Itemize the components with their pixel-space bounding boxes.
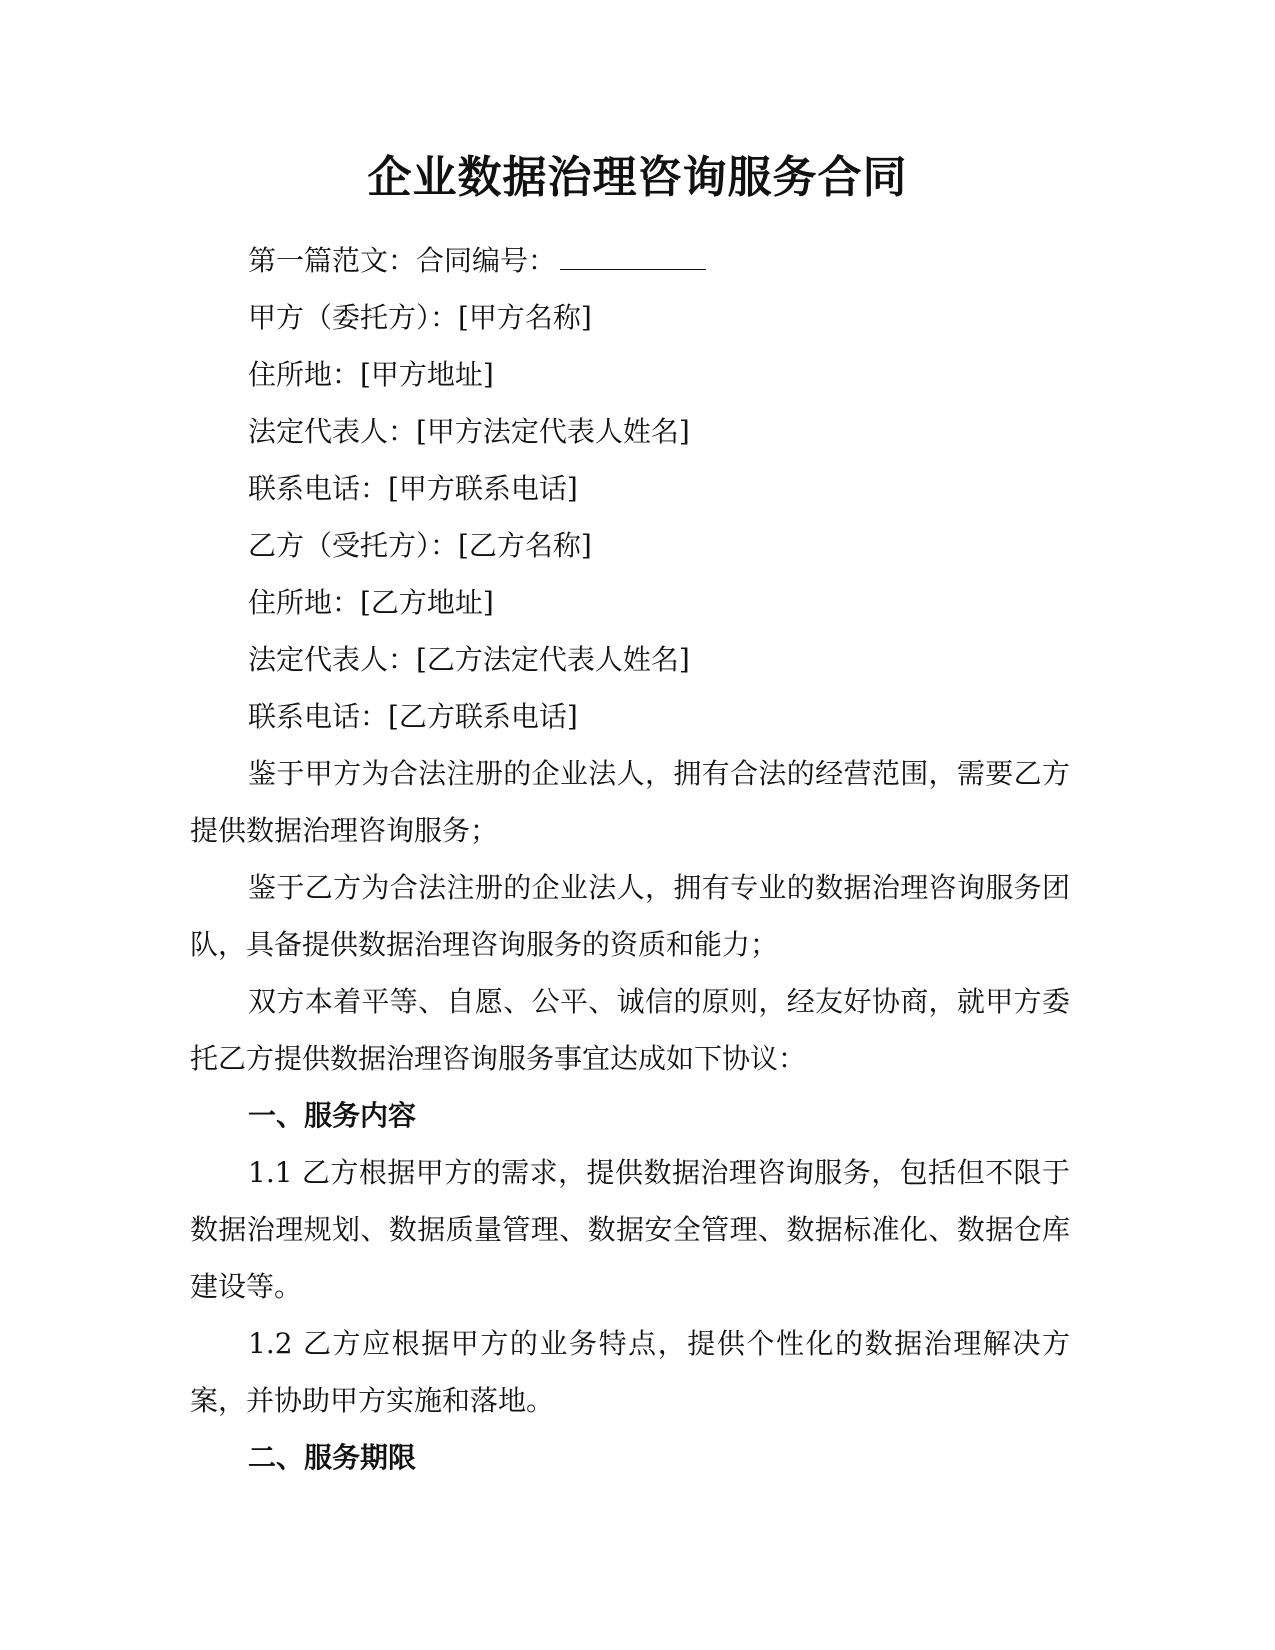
party-a-name: 甲方（委托方）：[甲方名称] — [248, 301, 592, 334]
party-a-representative: 法定代表人：[甲方法定代表人姓名] — [248, 415, 690, 448]
section-1-heading: 一、服务内容 — [248, 1099, 417, 1132]
clause-1-1: 1.1 乙方根据甲方的需求，提供数据治理咨询服务，包括但不限于数据治理规划、数据质量管理、数据安全管理、数据标准化、数据仓库建设等。 — [190, 1156, 1070, 1303]
party-b-name: 乙方（受托方）：[乙方名称] — [248, 529, 592, 562]
contract-number-line — [190, 232, 1070, 289]
clause-1-2: 1.2 乙方应根据甲方的业务特点，提供个性化的数据治理解决方案，并协助甲方实施和落地。 — [190, 1327, 1070, 1417]
party-a-phone: 联系电话：[甲方联系电话] — [248, 472, 578, 505]
party-b-representative: 法定代表人：[乙方法定代表人姓名] — [248, 643, 690, 676]
recital-1: 鉴于甲方为合法注册的企业法人，拥有合法的经营范围，需要乙方提供数据治理咨询服务； — [190, 757, 1070, 847]
section-2-heading: 二、服务期限 — [248, 1441, 417, 1474]
party-b-phone: 联系电话：[乙方联系电话] — [248, 700, 578, 733]
recital-3: 双方本着平等、自愿、公平、诚信的原则，经友好协商，就甲方委托乙方提供数据治理咨询服务事宜达成如下协议： — [190, 985, 1070, 1075]
party-b-address: 住所地：[乙方地址] — [248, 586, 494, 619]
document-title: 企业数据治理咨询服务合同 — [367, 152, 908, 203]
party-a-address: 住所地：[甲方地址] — [248, 358, 494, 391]
contract-number-label: 第一篇范文：合同编号： — [248, 244, 557, 277]
document-body — [190, 232, 1070, 1486]
recital-2: 鉴于乙方为合法注册的企业法人，拥有专业的数据治理咨询服务团队，具备提供数据治理咨询服务的资质和能力； — [190, 871, 1070, 961]
contract-number-blank — [560, 245, 706, 270]
